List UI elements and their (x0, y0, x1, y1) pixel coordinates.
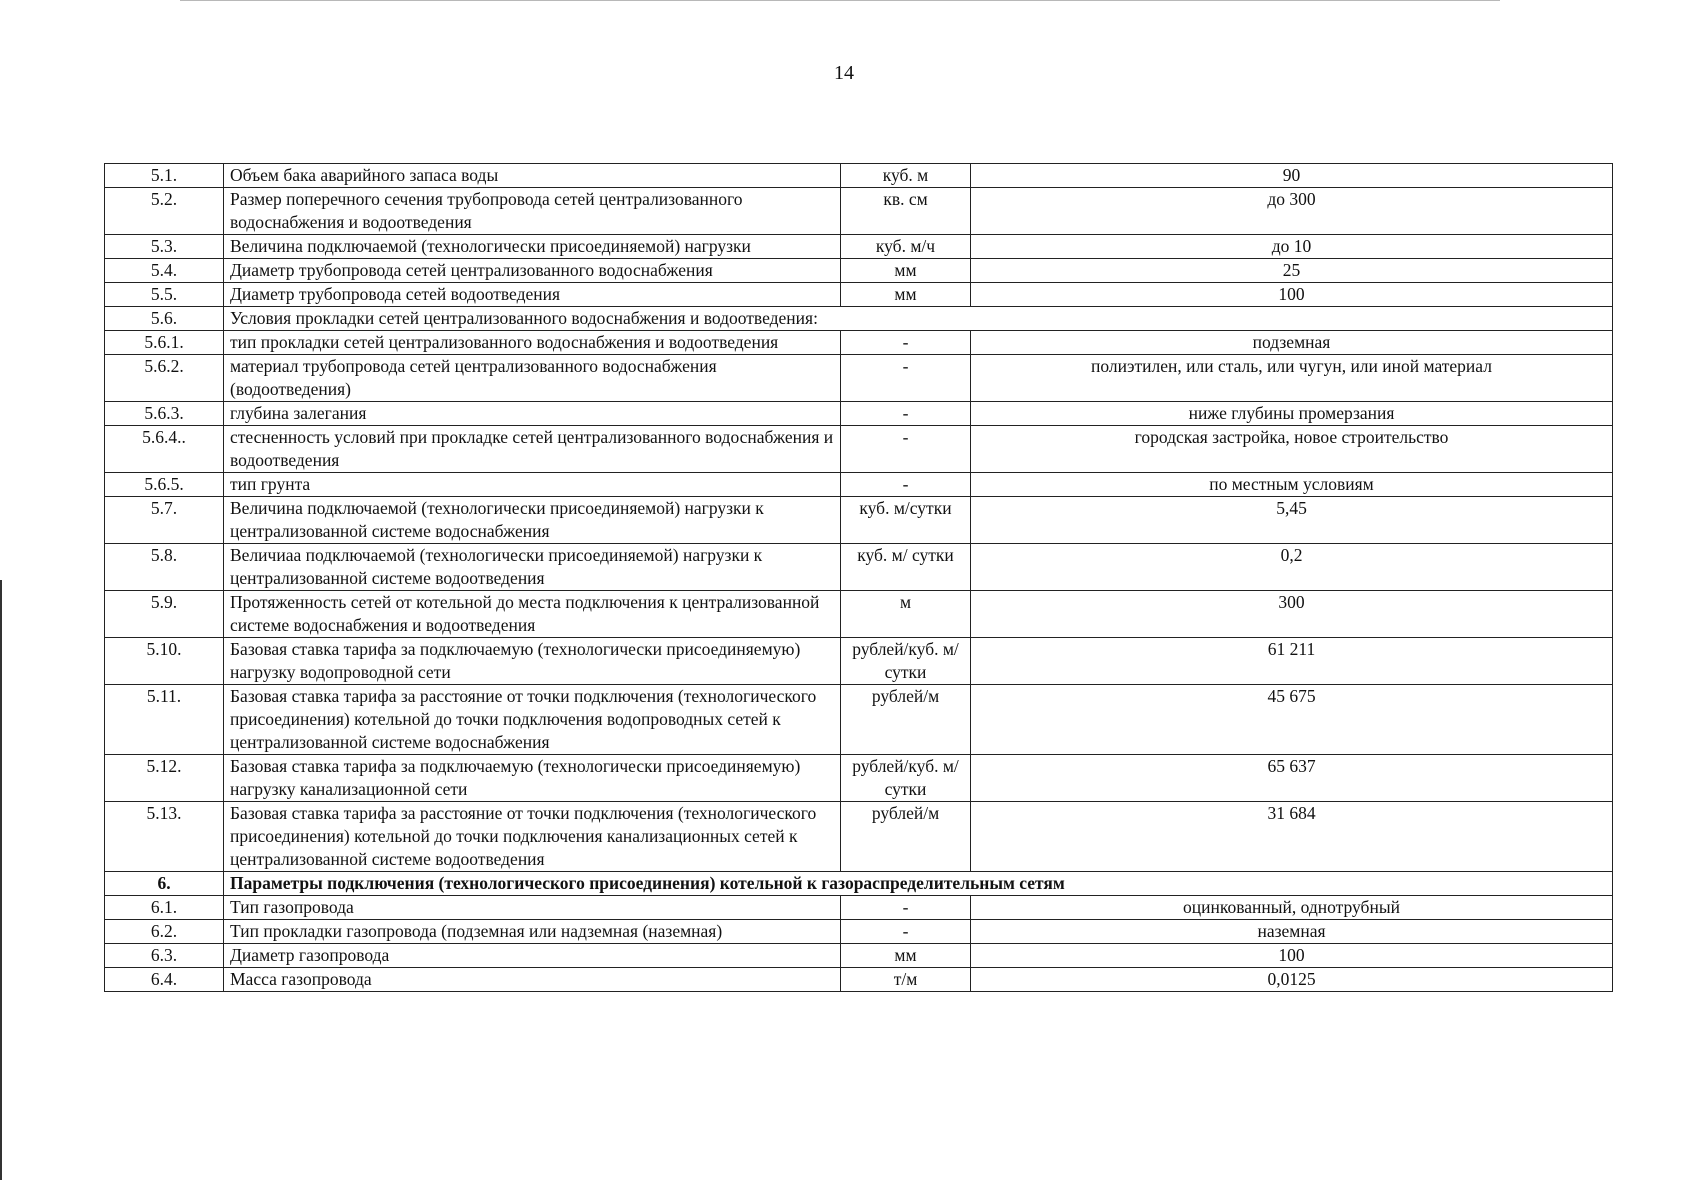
unit: - (841, 473, 971, 497)
table-row (105, 331, 1613, 355)
unit: мм (841, 259, 971, 283)
table-row (105, 591, 1613, 638)
unit: - (841, 331, 971, 355)
table-row (105, 802, 1613, 872)
parameter-value: городская застройка, новое строительство (971, 426, 1613, 473)
parameter-value: по местным условиям (971, 473, 1613, 497)
row-number: 5.6.4.. (105, 426, 224, 473)
table-row (105, 896, 1613, 920)
unit: - (841, 920, 971, 944)
table-row (105, 259, 1613, 283)
unit: куб. м/ сутки (841, 544, 971, 591)
row-number: 6.2. (105, 920, 224, 944)
table-row (105, 968, 1613, 992)
row-number: 5.5. (105, 283, 224, 307)
parameter-value: до 300 (971, 188, 1613, 235)
parameter-name: Тип прокладки газопровода (подземная или надземная (наземная) (224, 920, 841, 944)
unit: куб. м/сутки (841, 497, 971, 544)
parameter-value: 300 (971, 591, 1613, 638)
parameter-value: 0,0125 (971, 968, 1613, 992)
table-row (105, 402, 1613, 426)
parameter-name: Тип газопровода (224, 896, 841, 920)
row-number: 5.6. (105, 307, 224, 331)
table-row (105, 755, 1613, 802)
parameter-value: до 10 (971, 235, 1613, 259)
table-row (105, 355, 1613, 402)
table-row (105, 497, 1613, 544)
parameter-value: 5,45 (971, 497, 1613, 544)
row-number: 5.2. (105, 188, 224, 235)
table-row-section-heading (105, 872, 1613, 896)
table-row (105, 283, 1613, 307)
row-number: 6.3. (105, 944, 224, 968)
row-number: 5.3. (105, 235, 224, 259)
scan-edge-mark-top (180, 0, 1500, 1)
row-number: 6.1. (105, 896, 224, 920)
parameters-table-body (105, 164, 1613, 992)
parameter-name: Величина подключаемой (технологически присоединяемой) нагрузки (224, 235, 841, 259)
parameter-value: 90 (971, 164, 1613, 188)
row-number: 6.4. (105, 968, 224, 992)
unit: т/м (841, 968, 971, 992)
row-number: 5.13. (105, 802, 224, 872)
parameter-value: 100 (971, 283, 1613, 307)
parameter-name: материал трубопровода сетей централизованного водоснабжения (водоотведения) (224, 355, 841, 402)
parameter-value: 31 684 (971, 802, 1613, 872)
parameters-table (104, 163, 1613, 992)
row-number: 5.10. (105, 638, 224, 685)
unit: кв. см (841, 188, 971, 235)
row-number: 5.6.3. (105, 402, 224, 426)
parameter-value: 100 (971, 944, 1613, 968)
row-number: 5.6.5. (105, 473, 224, 497)
subsection-title: Условия прокладки сетей централизованного водоснабжения и водоотведения: (224, 307, 1613, 331)
page-number: 14 (834, 62, 854, 84)
unit: куб. м (841, 164, 971, 188)
row-number: 5.8. (105, 544, 224, 591)
table-row (105, 164, 1613, 188)
table-row (105, 920, 1613, 944)
parameter-name: Диаметр трубопровода сетей централизованного водоснабжения (224, 259, 841, 283)
parameter-name: тип грунта (224, 473, 841, 497)
parameter-name: Диаметр трубопровода сетей водоотведения (224, 283, 841, 307)
parameter-name: Величиаа подключаемой (технологически присоединяемой) нагрузки к централизованной системе водоотведения (224, 544, 841, 591)
table-row (105, 473, 1613, 497)
table-row (105, 685, 1613, 755)
parameter-name: Диаметр газопровода (224, 944, 841, 968)
row-number: 5.6.1. (105, 331, 224, 355)
row-number: 5.12. (105, 755, 224, 802)
table-row (105, 188, 1613, 235)
parameter-name: Базовая ставка тарифа за расстояние от точки подключения (технологического присоединения) котельной до точки подключения канализационных сетей к централизованной системе водоотведения (224, 802, 841, 872)
parameter-value: 45 675 (971, 685, 1613, 755)
parameter-name: Базовая ставка тарифа за подключаемую (технологически присоединяемую) нагрузку канализационной сети (224, 755, 841, 802)
parameter-value: 61 211 (971, 638, 1613, 685)
parameter-name: Объем бака аварийного запаса воды (224, 164, 841, 188)
unit: мм (841, 283, 971, 307)
parameter-name: Базовая ставка тарифа за подключаемую (технологически присоединяемую) нагрузку водопроводной сети (224, 638, 841, 685)
parameter-name: Размер поперечного сечения трубопровода сетей централизованного водоснабжения и водоотведения (224, 188, 841, 235)
parameter-name: стесненность условий при прокладке сетей централизованного водоснабжения и водоотведения (224, 426, 841, 473)
unit: рублей/куб. м/сутки (841, 638, 971, 685)
table-row (105, 235, 1613, 259)
row-number: 5.11. (105, 685, 224, 755)
unit: рублей/куб. м/сутки (841, 755, 971, 802)
parameter-value: наземная (971, 920, 1613, 944)
parameter-value: полиэтилен, или сталь, или чугун, или иной материал (971, 355, 1613, 402)
unit: м (841, 591, 971, 638)
unit: мм (841, 944, 971, 968)
row-number: 5.6.2. (105, 355, 224, 402)
parameter-value: 65 637 (971, 755, 1613, 802)
table-row (105, 638, 1613, 685)
parameter-name: Масса газопровода (224, 968, 841, 992)
row-number: 5.7. (105, 497, 224, 544)
table-row-subheading (105, 307, 1613, 331)
unit: куб. м/ч (841, 235, 971, 259)
parameter-value: ниже глубины промерзания (971, 402, 1613, 426)
table-row (105, 944, 1613, 968)
unit: - (841, 896, 971, 920)
section-number: 6. (105, 872, 224, 896)
unit: - (841, 355, 971, 402)
parameter-name: глубина залегания (224, 402, 841, 426)
table-row (105, 426, 1613, 473)
unit: - (841, 402, 971, 426)
parameter-value: 25 (971, 259, 1613, 283)
row-number: 5.9. (105, 591, 224, 638)
unit: - (841, 426, 971, 473)
parameter-value: 0,2 (971, 544, 1613, 591)
parameter-name: тип прокладки сетей централизованного водоснабжения и водоотведения (224, 331, 841, 355)
section-title: Параметры подключения (технологического присоединения) котельной к газораспределительным сетям (224, 872, 1613, 896)
unit: рублей/м (841, 685, 971, 755)
parameter-value: оцинкованный, однотрубный (971, 896, 1613, 920)
row-number: 5.1. (105, 164, 224, 188)
unit: рублей/м (841, 802, 971, 872)
table-row (105, 544, 1613, 591)
row-number: 5.4. (105, 259, 224, 283)
parameter-name: Базовая ставка тарифа за расстояние от точки подключения (технологического присоединения) котельной до точки подключения водопроводных сетей к централизованной системе водоснабжения (224, 685, 841, 755)
parameter-name: Величина подключаемой (технологически присоединяемой) нагрузки к централизованной системе водоснабжения (224, 497, 841, 544)
scan-edge-mark-left (0, 580, 2, 1180)
parameter-name: Протяженность сетей от котельной до места подключения к централизованной системе водоснабжения и водоотведения (224, 591, 841, 638)
parameter-value: подземная (971, 331, 1613, 355)
